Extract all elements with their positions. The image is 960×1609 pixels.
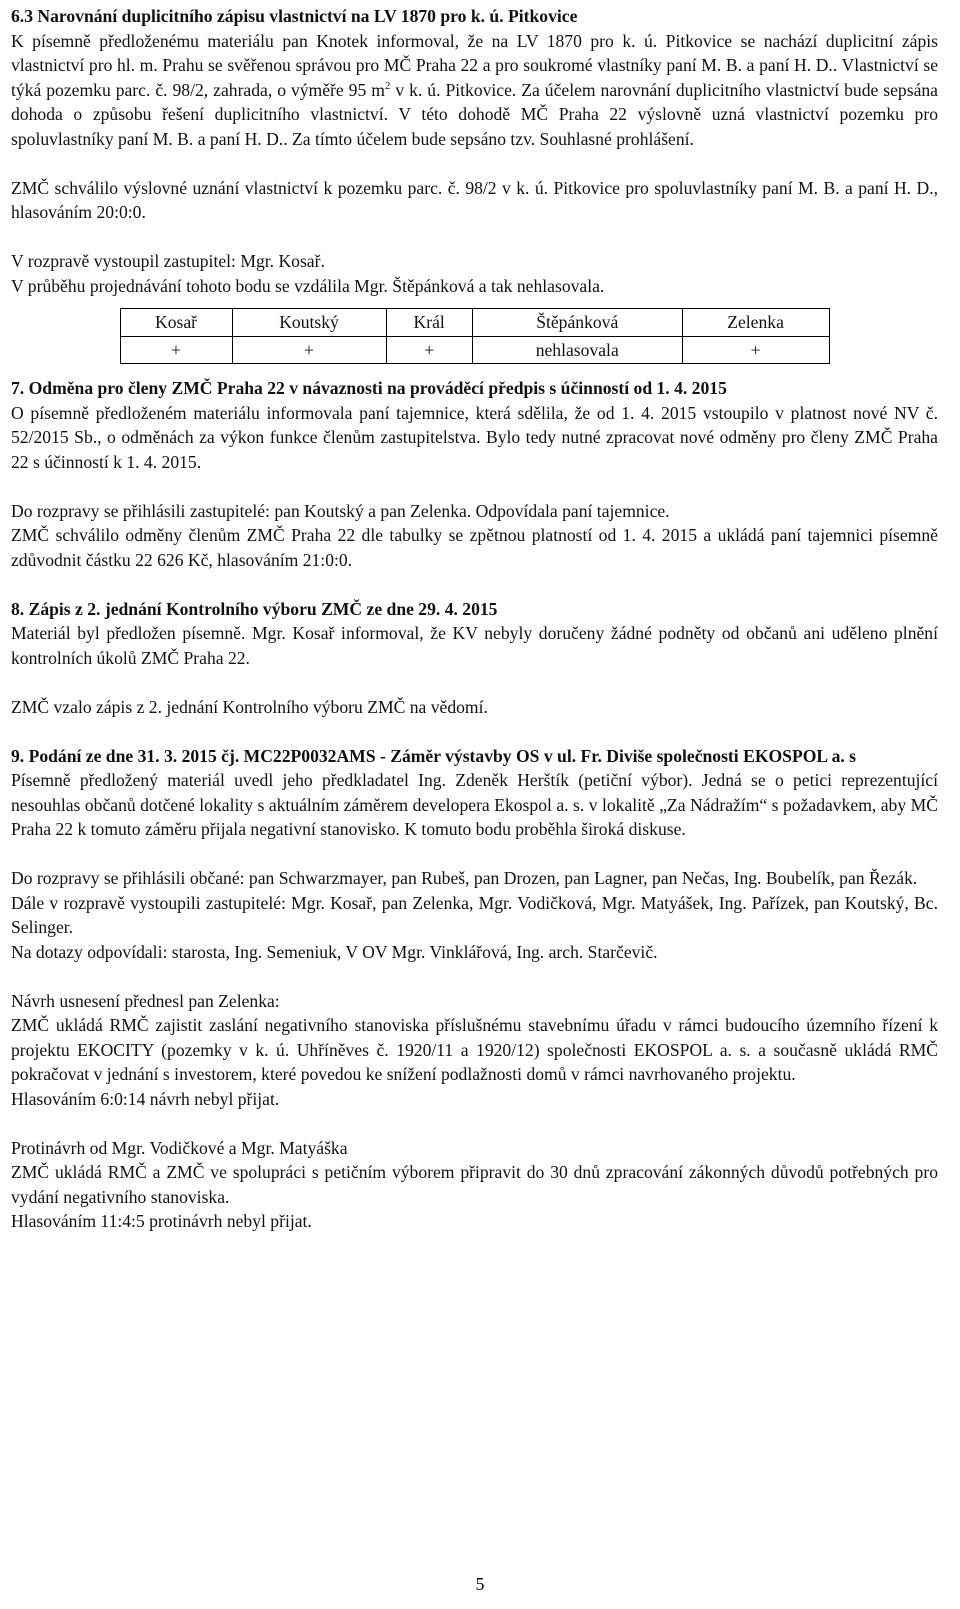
section-8-paragraph-1: Materiál byl předložen písemně. Mgr. Kosař informoval, že KV nebyly doručeny žádné podněty od občanů ani uděleno plnění kontrolních úkolů ZMČ Praha 22. [11, 623, 938, 668]
para-text-a: K písemně předloženému materiálu pan Knotek informoval, že na LV 1870 pro k. ú. Pitkovice se nachází duplicitní zápis vlastnictví pro hl. m. Prahu se svěřenou správou pro MČ Praha 22 a pro soukromé vlastníky paní M. B. a paní H. D.. Vlastnictví se týká pozemku parc. č. 98/2, zahrada, o výměře 95 m [11, 30, 938, 100]
para-text-b: v k. ú. Pitkovice. Za účelem narovnání duplicitního vlastnictví bude sepsána dohoda o způsobu řešení duplicitního vlastnictví. V této dohodě MČ Praha 22 výslovně uzná vlastnictví pozemku pro spoluvlastníky paní M. B. a paní H. D.. Za tímto účelem bude sepsáno tzv. Souhlasné prohlášení. [11, 79, 938, 149]
section-7-debate: Do rozpravy se přihlásili zastupitelé: pan Koutský a pan Zelenka. Odpovídala paní tajemnice. [11, 500, 670, 521]
section-9-counter-intro: Protinávrh od Mgr. Vodičkové a Mgr. Matyáška [11, 1137, 348, 1158]
section-9-proposal-vote: Hlasováním 6:0:14 návrh nebyl přijat. [11, 1088, 280, 1109]
section-7-heading: 7. Odměna pro členy ZMČ Praha 22 v návaznosti na prováděcí předpis s účinností od 1. 4. 2015 [11, 378, 727, 398]
vote-header-cell: Kosař [120, 309, 232, 337]
vote-header-cell: Štěpánková [472, 309, 682, 337]
section-7-resolution: ZMČ schválilo odměny členům ZMČ Praha 22 dle tabulky se zpětnou platností od 1. 4. 2015 a ukládá paní tajemnici písemně zdůvodnit částku 22 626 Kč, hlasováním 21:0:0. [11, 525, 938, 570]
section-6-3-absence-note: V průběhu projednávání tohoto bodu se vzdálila Mgr. Štěpánková a tak nehlasovala. [11, 275, 605, 296]
page-number: 5 [475, 1574, 485, 1594]
vote-header-cell: Koutský [232, 309, 386, 337]
section-6-3-paragraph-1 [11, 29, 938, 152]
section-9-answers: Na dotazy odpovídali: starosta, Ing. Semeniuk, V OV Mgr. Vinklářová, Ing. arch. Starčevič. [11, 941, 658, 962]
section-9-proposal-text: ZMČ ukládá RMČ zajistit zaslání negativního stanoviska příslušnému stavebnímu úřadu v rámci budoucího územního řízení k projektu EKOCITY (pozemky v k. ú. Uhříněves č. 1920/11 a 1920/12) společnosti EKOSPOL a. s. a současně ukládá RMČ pokračovat v jednání s investorem, které povedou ke snížení podlažnosti domů v rámci navrhovaného projektu. [11, 1015, 938, 1084]
section-8-heading: 8. Zápis z 2. jednání Kontrolního výboru ZMČ ze dne 29. 4. 2015 [11, 598, 498, 619]
vote-value-cell: + [682, 336, 829, 364]
section-9-paragraph-1: Písemně předložený materiál uvedl jeho předkladatel Ing. Zdeněk Herštík (petiční výbor). Jedná se o petici reprezentující nesouhlas občanů dotčené lokality s aktuálním záměrem developera Ekospol a. s. v lokalitě „Za Nádražím“ s požadavkem, aby MČ Praha 22 k tomuto záměru přijala negativní stanovisko. K tomuto bodu proběhla široká diskuse. [11, 770, 938, 839]
section-9-proposal-intro: Návrh usnesení přednesl pan Zelenka: [11, 990, 280, 1011]
section-8-resolution: ZMČ vzalo zápis z 2. jednání Kontrolního výboru ZMČ na vědomí. [11, 696, 488, 717]
section-6-3-resolution: ZMČ schválilo výslovné uznání vlastnictví k pozemku parc. č. 98/2 v k. ú. Pitkovice pro spoluvlastníky paní M. B. a paní H. D., hlasováním 20:0:0. [11, 177, 938, 222]
section-6-3-debate: V rozpravě vystoupil zastupitel: Mgr. Kosař. [11, 251, 325, 271]
section-9-heading: 9. Podání ze dne 31. 3. 2015 čj. MC22P0032AMS - Záměr výstavby OS v ul. Fr. Diviše společnosti EKOSPOL a. s [11, 745, 857, 766]
section-9-counter-vote: Hlasováním 11:4:5 protinávrh nebyl přijat. [11, 1211, 312, 1231]
section-9-counter-text: ZMČ ukládá RMČ a ZMČ ve spolupráci s petičním výborem připravit do 30 dnů zpracování zákonných důvodů potřebných pro vydání negativního stanoviska. [11, 1162, 938, 1207]
vote-header-cell: Král [386, 309, 472, 337]
vote-value-cell: + [232, 336, 386, 364]
vote-header-cell: Zelenka [682, 309, 829, 337]
superscript: 2 [384, 79, 391, 92]
vote-table-header-row [120, 309, 829, 337]
section-9-citizens: Do rozpravy se přihlásili občané: pan Schwarzmayer, pan Rubeš, pan Drozen, pan Lagner, pan Nečas, Ing. Boubelík, pan Řezák. [11, 868, 918, 888]
vote-value-cell: nehlasovala [472, 336, 682, 364]
section-6-3-heading: 6.3 Narovnání duplicitního zápisu vlastnictví na LV 1870 pro k. ú. Pitkovice [11, 6, 578, 26]
vote-value-cell: + [386, 336, 472, 364]
vote-table [120, 308, 830, 364]
vote-table-values-row [120, 336, 829, 364]
vote-value-cell: + [120, 336, 232, 364]
section-7-paragraph-1: O písemně předloženém materiálu informovala paní tajemnice, která sdělila, že od 1. 4. 2015 vstoupilo v platnost nové NV č. 52/2015 Sb., o odměnách za výkon funkce členům zastupitelstva. Bylo tedy nutné zpracovat nové odměny pro členy ZMČ Praha 22 s účinností k 1. 4. 2015. [11, 402, 938, 472]
section-9-councillors: Dále v rozpravě vystoupili zastupitelé: Mgr. Kosař, pan Zelenka, Mgr. Vodičková, Mgr. Matyášek, Ing. Pařízek, pan Koutský, Bc. Selinger. [11, 892, 938, 937]
